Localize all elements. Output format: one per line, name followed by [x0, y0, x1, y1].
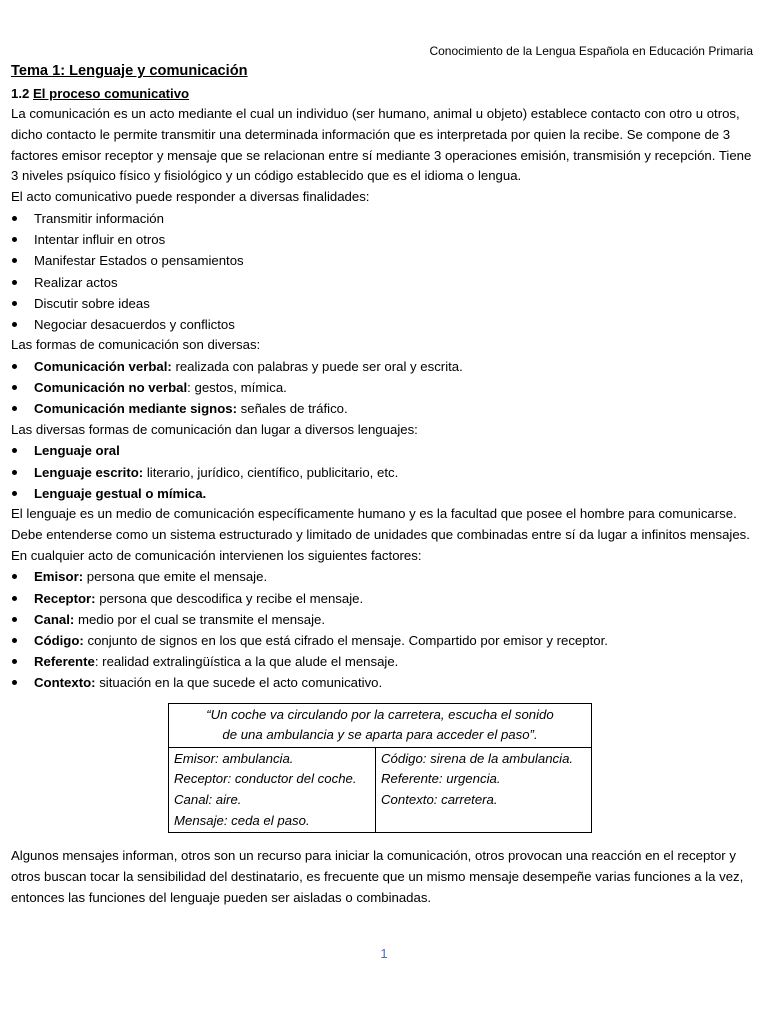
definition: señales de tráfico. [236, 401, 348, 417]
list-item [11, 440, 757, 461]
table-row [169, 703, 592, 747]
list-item [11, 609, 757, 630]
term: Código: [34, 633, 84, 649]
page-number: 1 [380, 946, 388, 961]
definition: : gestos, mímica. [187, 380, 287, 396]
list-item: Transmitir información [11, 208, 757, 229]
definition: situación en la que sucede el acto comunicativo. [95, 675, 383, 691]
term: Lenguaje oral [34, 443, 120, 459]
lenguaje-paragraph: El lenguaje es un medio de comunicación específicamente humano y es la facultad que posee el hombre para comunicarse. Debe entenderse como un sistema estructurado y limitado de unidades que combinadas entre sí da lugar a infinitos mensajes. [11, 506, 750, 542]
list-item [11, 462, 757, 483]
formas-intro: Las formas de comunicación son diversas: [11, 337, 261, 353]
term: Referente [34, 654, 95, 670]
section-heading [11, 84, 757, 104]
intro-paragraph: La comunicación es un acto mediante el cual un individuo (ser humano, animal u objeto) establece contacto con otro u otros, dicho contacto le permite transmitir una determinada información que es interpretada por quien la recibe. Se compone de 3 factores emisor receptor y mensaje que se relacionan entre sí mediante 3 operaciones emisión, transmisión y recepción. Tiene 3 niveles psíquico físico y fisiológico y un código establecido que es el idioma o lengua. [11, 106, 752, 184]
quote-line: “Un coche va circulando por la carretera, escucha el sonido [206, 706, 554, 722]
list-item [11, 356, 757, 377]
list-item: Intentar influir en otros [11, 229, 757, 250]
list-item: Discutir sobre ideas [11, 293, 757, 314]
example-left-cell [169, 747, 376, 832]
definition: literario, jurídico, científico, publicitario, etc. [143, 464, 399, 480]
list-item [11, 672, 757, 693]
list-item [11, 630, 757, 651]
list-item: Realizar actos [11, 272, 757, 293]
lenguajes-intro: Las diversas formas de comunicación dan lugar a diversos lenguajes: [11, 421, 418, 437]
example-table [168, 703, 592, 834]
term: Lenguaje escrito: [34, 464, 144, 480]
term: Comunicación verbal: [34, 359, 172, 374]
section-number: 1.2 [11, 86, 30, 101]
term: Comunicación mediante signos: [34, 401, 237, 417]
definition: : realidad extralingüística a la que alude el mensaje. [94, 654, 399, 670]
lenguajes-list [11, 440, 757, 504]
term: Receptor: [34, 590, 96, 606]
finalidades-intro: El acto comunicativo puede responder a diversas finalidades: [11, 189, 370, 205]
example-item: Receptor: conductor del coche. [174, 771, 357, 787]
running-header: Conocimiento de la Lengua Española en Educación Primaria [429, 44, 753, 58]
example-quote [169, 703, 592, 747]
definition: medio por el cual se transmite el mensaje. [74, 611, 325, 627]
example-item: Contexto: carretera. [381, 792, 498, 807]
finalidades-list [11, 208, 757, 335]
table-row [169, 747, 592, 832]
definition: realizada con palabras y puede ser oral y escrita. [171, 359, 463, 374]
example-right-cell [376, 747, 592, 832]
factores-intro: En cualquier acto de comunicación intervienen los siguientes factores: [11, 547, 422, 563]
list-item [11, 398, 757, 419]
term: Lenguaje gestual o mímica. [34, 485, 207, 501]
example-item: Emisor: ambulancia. [174, 750, 294, 766]
list-item [11, 651, 757, 672]
term: Comunicación no verbal [34, 380, 188, 396]
list-item: Manifestar Estados o pensamientos [11, 250, 757, 271]
definition: conjunto de signos en los que está cifrado el mensaje. Compartido por emisor y receptor. [83, 633, 608, 649]
list-item [11, 377, 757, 398]
term: Emisor: [34, 569, 84, 585]
example-item: Referente: urgencia. [381, 771, 501, 787]
factores-list [11, 566, 757, 693]
section-title: El proceso comunicativo [33, 86, 190, 101]
example-item: Canal: aire. [174, 792, 242, 807]
list-item: Negociar desacuerdos y conflictos [11, 314, 757, 335]
closing-paragraph: Algunos mensajes informan, otros son un recurso para iniciar la comunicación, otros provocan una reacción en el receptor y otros buscan tocar la sensibilidad del destinatario, es frecuente que un mismo mensaje desempeñe varias funciones a la vez, entonces las funciones del lenguaje pueden ser aisladas o combinadas. [11, 848, 744, 905]
example-item: Mensaje: ceda el paso. [174, 812, 310, 828]
definition: persona que descodifica y recibe el mensaje. [95, 590, 364, 606]
list-item [11, 588, 757, 609]
term: Contexto: [34, 675, 96, 691]
quote-line: de una ambulancia y se aparta para acceder el paso”. [222, 727, 538, 743]
example-item: Código: sirena de la ambulancia. [381, 750, 574, 766]
definition: persona que emite el mensaje. [83, 569, 268, 585]
list-item [11, 483, 757, 504]
term: Canal: [34, 611, 75, 627]
document-body [11, 60, 757, 909]
document-title: Tema 1: Lenguaje y comunicación [11, 63, 248, 79]
formas-list [11, 356, 757, 420]
list-item [11, 566, 757, 587]
